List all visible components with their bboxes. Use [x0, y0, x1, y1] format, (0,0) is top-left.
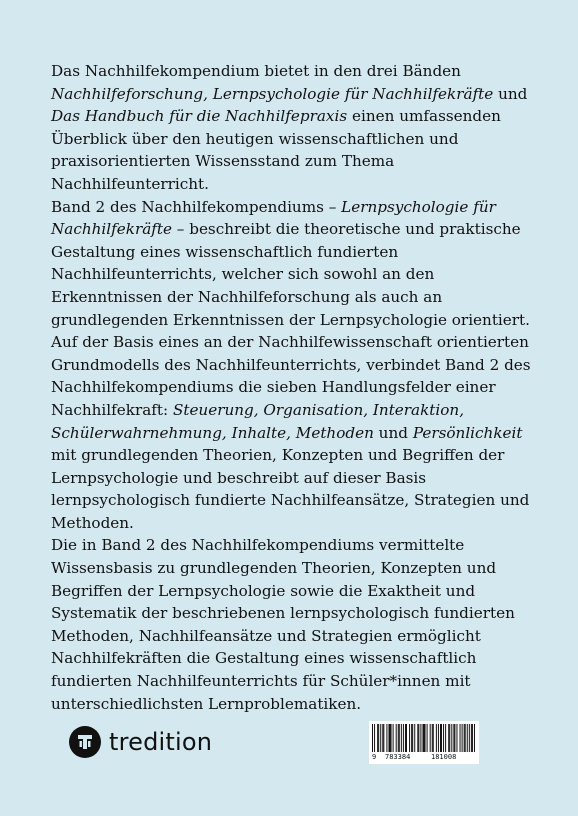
tredition-logo-icon: [69, 726, 101, 758]
blurb-paragraph-1: [51, 60, 531, 196]
barcode-digit-group: 181008: [431, 753, 457, 761]
blurb-paragraph-4: Die in Band 2 des Nachhilfekompendiums vermittelte Wissensbasis zu grundlegenden Theorien, Konzepten und Begriffen der Lernpsychologie sowie die Exaktheit und Systematik der beschriebenen lernpsychologisch fundierten Methoden, Nachhilfeansätze und Strategien ermöglicht Nachhilfekräften die Gestaltung eines wissenschaftlich fundierten Nachhilfeunterrichts für Schüler*innen mit unterschiedlichsten Lernproblematiken.: [51, 536, 515, 713]
blurb-paragraph-2: [51, 196, 531, 332]
italic-fields: Steuerung, Organisation, Interaktion, Schülerwahrnehmung, Inhalte, Methoden: [51, 400, 465, 442]
barcode-digit-group: 9: [372, 753, 377, 761]
barcode-digit-group: 783384: [385, 753, 411, 761]
italic-volume-title: Lernpsychologie für Nachhilfekräfte: [51, 197, 496, 239]
text-span: und: [493, 84, 528, 103]
back-cover-blurb: [51, 60, 531, 715]
text-span: und: [373, 423, 413, 442]
text-span: Auf der Basis eines an der Nachhilfewissenschaft orientierten Grundmodells des Nachhilfeunterrichts, verbindet Band 2 des Nachhilfekompendiums die sieben Handlungsfelder einer Nachhilfekraft:: [51, 333, 531, 419]
publisher-name: tredition: [109, 728, 213, 756]
italic-field-personality: Persönlichkeit: [412, 423, 523, 442]
barcode-bars: [372, 724, 476, 752]
isbn-barcode: [369, 721, 479, 764]
publisher-logo: [69, 726, 212, 758]
text-span: einen umfassenden Überblick über den heutigen wissenschaftlichen und praxisorientierten Wissensstand zum Thema Nachhilfeunterricht.: [51, 107, 501, 193]
italic-title-2: Das Handbuch für die Nachhilfepraxis: [51, 107, 348, 126]
text-span: Das Nachhilfekompendium bietet in den drei Bänden: [51, 62, 461, 80]
text-span: – beschreibt die theoretische und praktische Gestaltung eines wissenschaftlich fundierten Nachhilfeunterrichts, welcher sich sowohl an den Erkenntnissen der Nachhilfeforschung als auch an grundlegenden Erkenntnissen der Lernpsychologie orientiert.: [51, 220, 530, 329]
italic-title-1: Nachhilfeforschung, Lernpsychologie für Nachhilfekräfte: [51, 84, 494, 103]
text-span: Band 2 des Nachhilfekompendiums –: [51, 197, 342, 216]
blurb-paragraph-3: [51, 331, 531, 534]
text-span: mit grundlegenden Theorien, Konzepten und Begriffen der Lernpsychologie und beschreibt auf dieser Basis lernpsychologisch fundierte Nachhilfeansätze, Strategien und Methoden.: [51, 446, 530, 532]
